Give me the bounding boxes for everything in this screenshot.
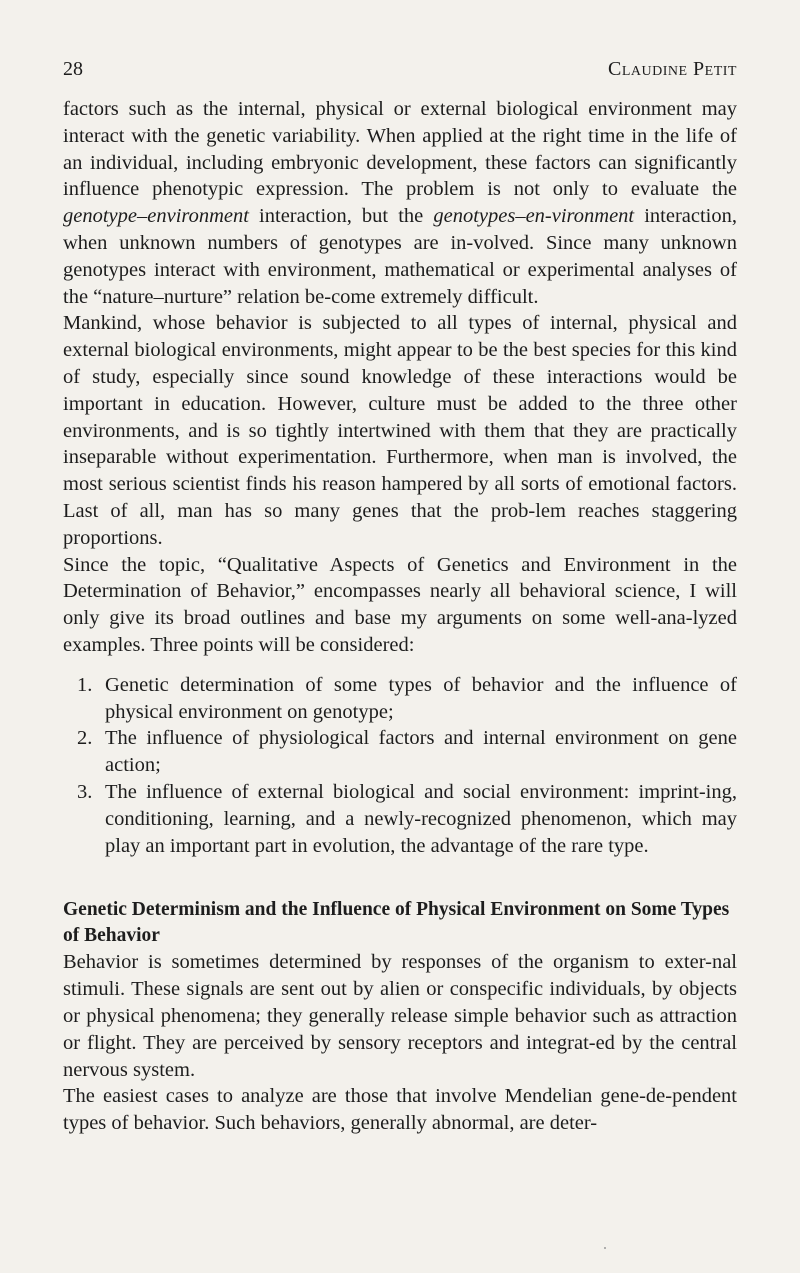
running-head-author: Claudine Petit	[608, 58, 737, 80]
list-item-text: Genetic determination of some types of behavior and the influence of physical environment on genotype;	[105, 673, 737, 723]
list-item	[63, 672, 737, 726]
paragraph: Behavior is sometimes determined by responses of the organism to exter-nal stimuli. These signals are sent out by alien or conspecific individuals, by objects or physical phenomena; they generally release simple behavior such as attraction or flight. They are perceived by sensory receptors and integrat-ed by the central nervous system.	[63, 951, 737, 1081]
list-number: 1.	[77, 673, 93, 696]
page-body	[63, 96, 737, 1137]
italic-term: genotypes–en-vironment	[433, 205, 635, 228]
list-item-text: The influence of external biological and social environment: imprint-ing, conditioning, learning, and a newly-recognized phenomenon, which may play an important part in evolution, the advantage of the rare type.	[105, 780, 737, 857]
running-header	[63, 58, 737, 81]
numbered-list	[63, 672, 737, 860]
list-item-text: The influence of physiological factors and internal environment on gene action;	[105, 727, 737, 777]
list-number: 3.	[77, 780, 93, 803]
paragraph: Mankind, whose behavior is subjected to all types of internal, physical and external biological environments, might appear to be the best species for this kind of study, especially since sound knowledge of these interactions would be important in education. However, culture must be added to the three other environments, and is so tightly intertwined with them that they are practically inseparable without experimentation. Furthermore, when man is involved, the most serious scientist finds his reason hampered by all sorts of emotional factors. Last of all, man has so many genes that the prob-lem reaches staggering proportions.	[63, 312, 737, 549]
list-number: 2.	[77, 727, 93, 750]
paragraph-text: factors such as the internal, physical or external biological environment may interact with the genetic variability. When applied at the right time in the life of an individual, including embryonic development, these factors can significantly influence phenotypic expression. The problem is not only to evaluate the	[63, 98, 737, 201]
paragraph: The easiest cases to analyze are those that involve Mendelian gene-de-pendent types of behavior. Such behaviors, generally abnormal, are deter-	[63, 1085, 737, 1135]
scan-speck	[604, 1247, 606, 1249]
paragraph-text: interaction, but the	[248, 205, 434, 228]
paragraph: Since the topic, “Qualitative Aspects of Genetics and Environment in the Determination of Behavior,” encompasses nearly all behavioral science, I will only give its broad outlines and base my arguments on some well-ana-lyzed examples. Three points will be considered:	[63, 553, 737, 656]
list-item	[63, 725, 737, 779]
section-heading: Genetic Determinism and the Influence of Physical Environment on Some Types of Behavior	[63, 899, 730, 947]
list-item	[63, 779, 737, 859]
italic-term: genotype–environment	[63, 205, 249, 228]
page-number: 28	[63, 58, 83, 80]
paragraph-text: interaction, when unknown numbers of genotypes are in-volved. Since many unknown genotypes interact with environment, mathematical or experimental analyses of the “nature–nurture” relation be-come extremely difficult.	[63, 205, 737, 308]
paragraph-continued	[63, 96, 737, 310]
